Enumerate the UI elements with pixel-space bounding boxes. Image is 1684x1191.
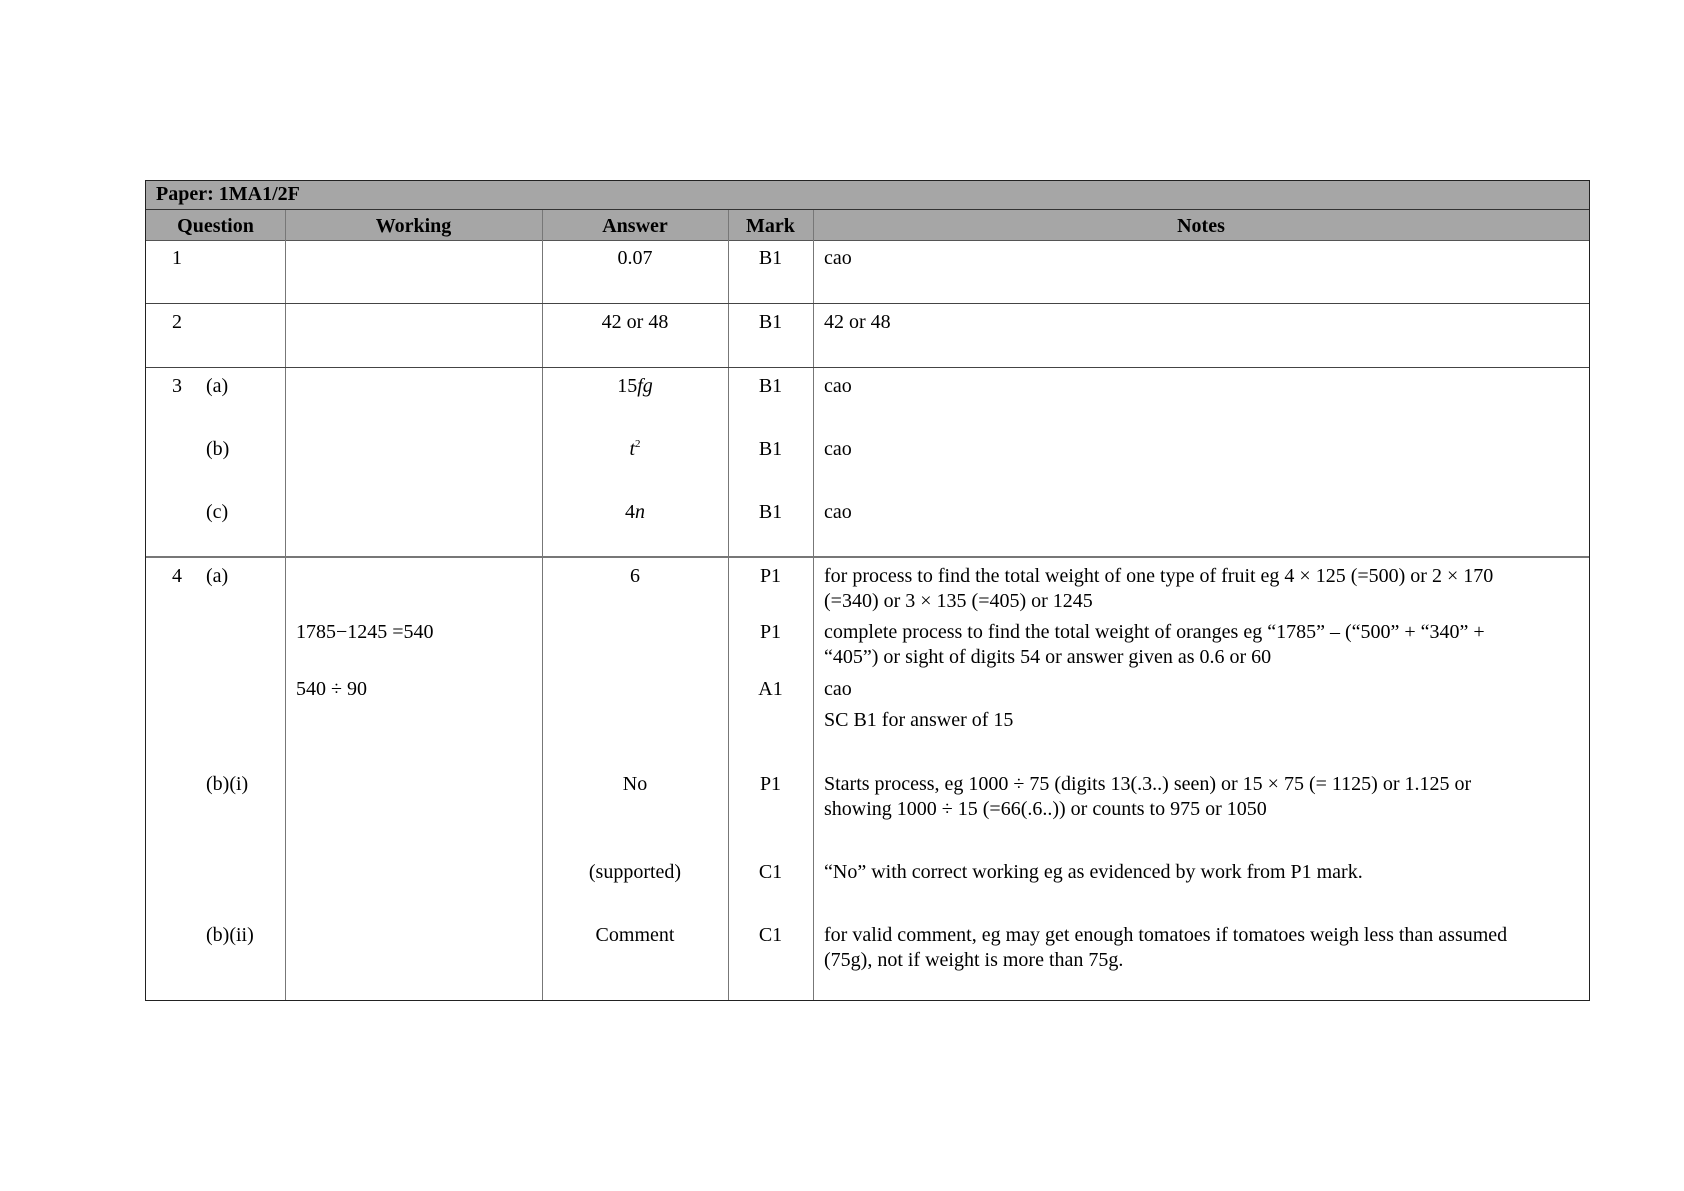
answer-cell: 0.07 xyxy=(617,247,653,269)
mark-cell: C1 xyxy=(758,861,783,883)
question-number: 4 xyxy=(172,565,182,587)
notes-cell: cao xyxy=(824,375,852,397)
notes-cell: for process to find the total weight of one type of fruit eg 4 × 125 (=500) or 2 × 170 (=340) or 3 × 135 (=405) or 1245 xyxy=(824,565,1494,612)
answer-cell: (supported) xyxy=(588,861,682,883)
notes-cell: for valid comment, eg may get enough tomatoes if tomatoes weigh less than assumed (75g), not if weight is more than 75g. xyxy=(824,924,1508,971)
column-header-question: Question xyxy=(177,215,254,237)
row-divider xyxy=(146,556,1589,558)
column-header-working: Working xyxy=(375,215,452,237)
mark-scheme-table xyxy=(145,180,1590,1001)
question-part: (c) xyxy=(206,501,229,523)
notes-cell: “No” with correct working eg as evidenced by work from P1 mark. xyxy=(824,861,1363,883)
mark-cell: P1 xyxy=(759,565,782,587)
row-divider xyxy=(146,367,1589,368)
question-part: (b)(i) xyxy=(206,773,249,795)
mark-cell: B1 xyxy=(758,247,783,269)
notes-cell: 42 or 48 xyxy=(824,311,891,333)
answer-cell: 42 or 48 xyxy=(601,311,669,333)
mark-cell: C1 xyxy=(758,924,783,946)
notes-cell: complete process to find the total weight of oranges eg “1785” – (“500” + “340” + “405”) or sight of digits 54 or answer given as 0.6 or 60 xyxy=(824,621,1485,668)
notes-cell: cao xyxy=(824,438,852,460)
working-cell: 1785−1245 =540 xyxy=(296,621,434,643)
answer-cell: 6 xyxy=(630,565,640,587)
column-header-notes: Notes xyxy=(1177,215,1225,237)
mark-cell: B1 xyxy=(758,438,783,460)
answer-cell: 4n xyxy=(625,501,645,523)
question-part: (b) xyxy=(206,438,230,460)
answer-cell: 15fg xyxy=(617,375,653,397)
row-divider xyxy=(146,303,1589,304)
notes-cell: Starts process, eg 1000 ÷ 75 (digits 13(.3..) seen) or 15 × 75 (= 1125) or 1.125 or showing 1000 ÷ 15 (=66(.6..)) or counts to 975 or 1050 xyxy=(824,773,1472,820)
column-header-mark: Mark xyxy=(746,215,795,237)
paper-title: Paper: 1MA1/2F xyxy=(146,181,1589,210)
question-number: 1 xyxy=(172,247,182,269)
question-part: (a) xyxy=(206,565,229,587)
column-divider xyxy=(285,210,286,1000)
notes-cell: cao xyxy=(824,247,852,269)
mark-cell: B1 xyxy=(758,501,783,523)
mark-cell: P1 xyxy=(759,773,782,795)
column-header-row xyxy=(146,210,1589,241)
mark-cell: A1 xyxy=(758,678,783,700)
question-part: (a) xyxy=(206,375,229,397)
question-number: 2 xyxy=(172,311,182,333)
column-header-answer: Answer xyxy=(602,215,668,237)
notes-cell: cao xyxy=(824,501,852,523)
answer-cell: Comment xyxy=(595,924,675,946)
mark-cell: B1 xyxy=(758,311,783,333)
answer-cell: $t^2$ xyxy=(629,438,641,460)
notes-cell: cao SC B1 for answer of 15 xyxy=(824,678,1014,731)
mark-cell: P1 xyxy=(759,621,782,643)
column-divider xyxy=(813,210,814,1000)
mark-cell: B1 xyxy=(758,375,783,397)
question-part: (b)(ii) xyxy=(206,924,254,946)
question-number: 3 xyxy=(172,375,182,397)
working-cell: 540 ÷ 90 xyxy=(296,678,367,700)
answer-cell: No xyxy=(622,773,648,795)
